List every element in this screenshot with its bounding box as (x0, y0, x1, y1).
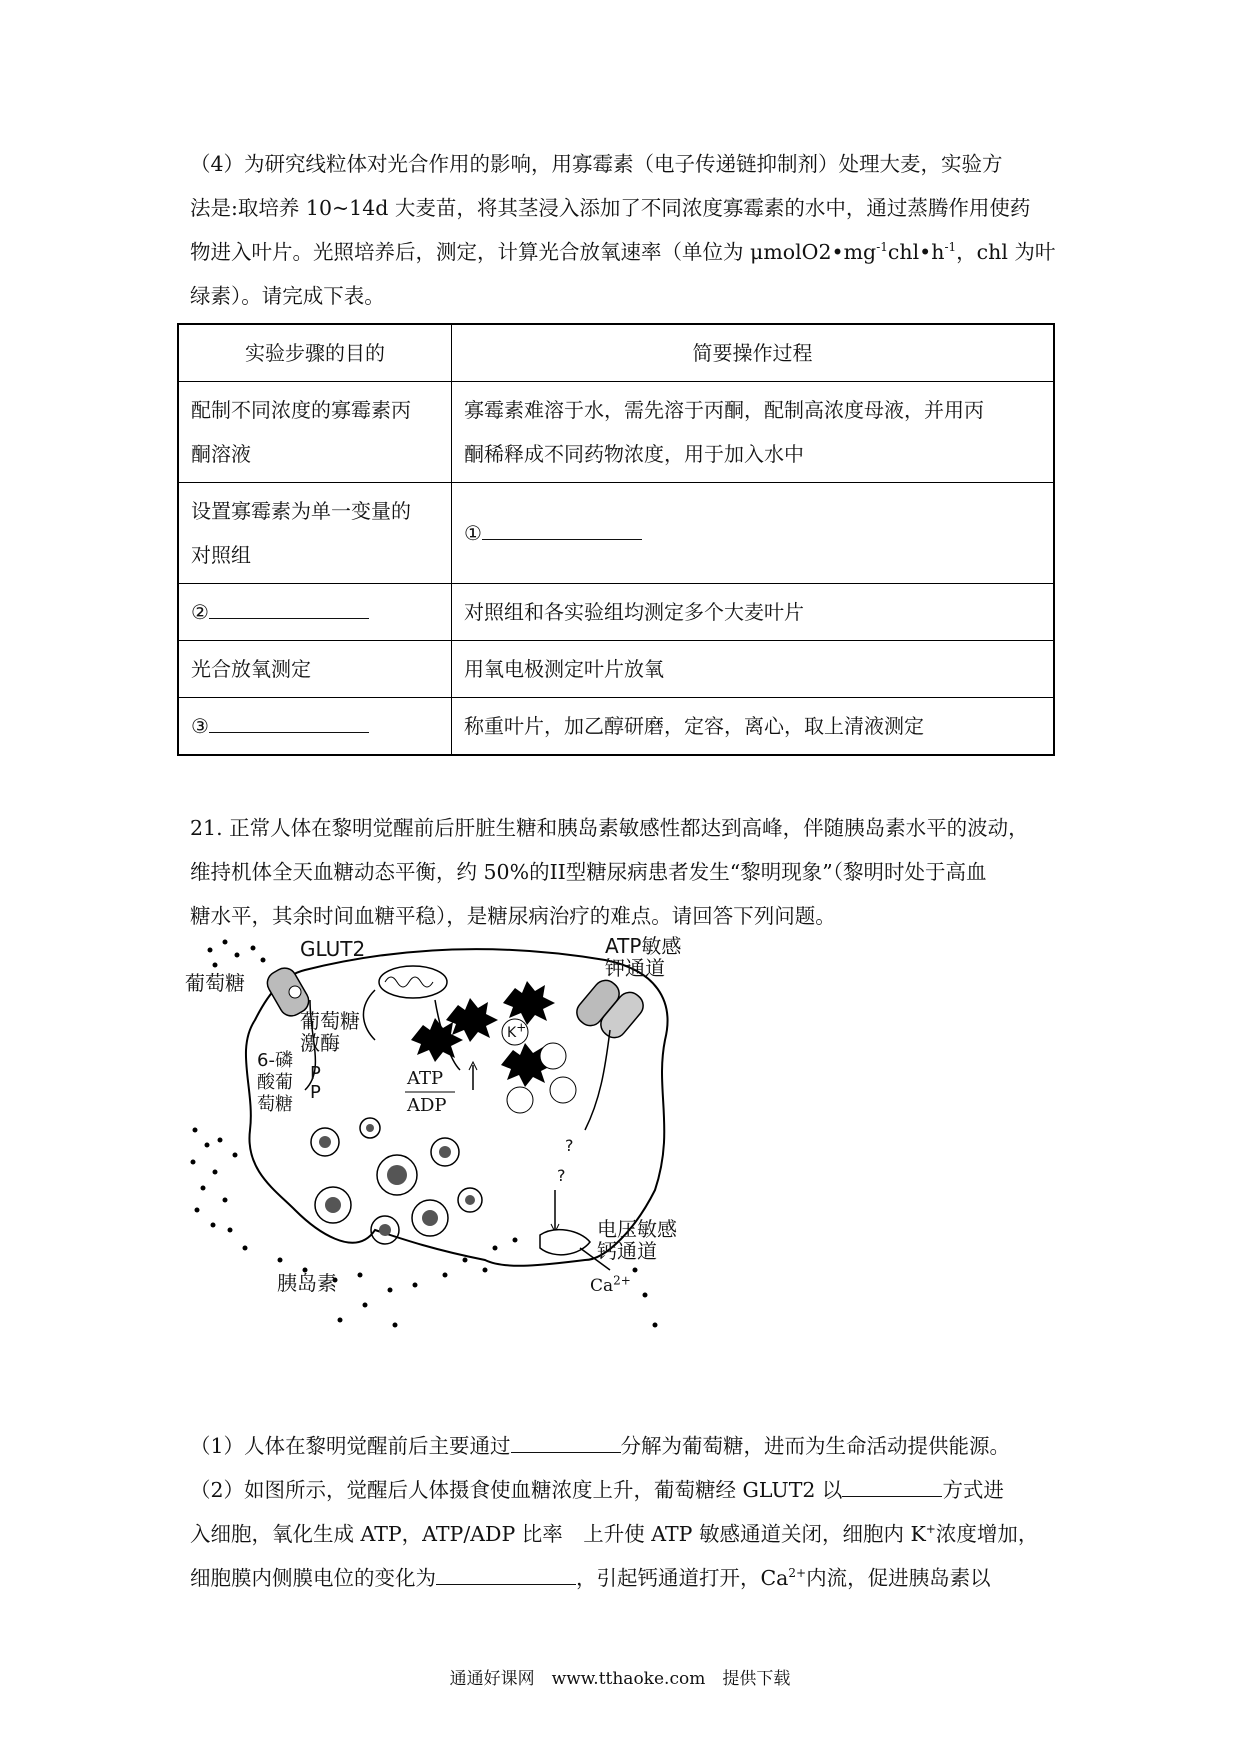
part4-line-4: 绿素）。请完成下表。 (190, 284, 385, 308)
purpose-cell-blank-3[interactable]: ③ (178, 698, 452, 756)
q21-line-3: 糖水平，其余时间血糖平稳），是糖尿病治疗的难点。请回答下列问题。 (190, 904, 836, 928)
answer-blank-1[interactable] (482, 513, 642, 540)
purpose-cell-blank-2[interactable]: ② (178, 584, 452, 641)
label-question-1: ? (565, 1136, 574, 1155)
answer-blank-q2a[interactable] (842, 1470, 942, 1497)
table-row (178, 698, 1054, 756)
q21-line-1: 21. 正常人体在黎明觉醒前后肝脏生糖和胰岛素敏感性都达到高峰，伴随胰岛素水平的波动， (190, 816, 1029, 840)
table-row (178, 641, 1054, 698)
label-insulin: 胰岛素 (277, 1271, 337, 1295)
part4-paragraph (190, 142, 1070, 318)
answer-blank-3[interactable] (209, 706, 369, 733)
table-row (178, 483, 1054, 584)
label-glucose: 葡萄糖 (185, 971, 245, 995)
table-row (178, 382, 1054, 483)
procedure-cell: 对照组和各实验组均测定多个大麦叶片 (452, 584, 1055, 641)
table-row (178, 584, 1054, 641)
answer-blank-q1[interactable] (511, 1426, 621, 1453)
label-k-ion: K+ (507, 1020, 527, 1041)
atp-burst (503, 981, 555, 1025)
purpose-cell: 设置寡霉素为单一变量的 对照组 (178, 483, 452, 584)
label-adp: ADP (407, 1095, 447, 1116)
k-ion (507, 1087, 533, 1113)
sub-questions (190, 1424, 1070, 1600)
q2-line-3: 细胞膜内侧膜电位的变化为 ，引起钙通道打开，$Ca^{2+}$内流，促进胰岛素以 (190, 1556, 1070, 1600)
procedure-cell: 寡霉素难溶于水，需先溶于丙酮，配制高浓度母液，并用丙 酮稀释成不同药物浓度，用于加入水中 (452, 382, 1055, 483)
table-header-row (178, 324, 1054, 382)
k-ion (550, 1077, 576, 1103)
label-atp: ATP (407, 1068, 444, 1089)
label-calcium-channel: 电压敏感 钙通道 (597, 1217, 677, 1263)
beta-cell-figure (185, 930, 805, 1410)
label-g6p: 6-磷 酸葡 萄糖 (257, 1050, 293, 1115)
purpose-cell: 配制不同浓度的寡霉素丙 酮溶液 (178, 382, 452, 483)
procedure-cell: 称重叶片，加乙醇研磨，定容，离心，取上清液测定 (452, 698, 1055, 756)
procedure-cell: 用氧电极测定叶片放氧 (452, 641, 1055, 698)
purpose-cell: 光合放氧测定 (178, 641, 452, 698)
q21-stem (190, 806, 1070, 938)
atp-burst (411, 1018, 463, 1062)
label-p2: P (310, 1082, 321, 1103)
procedure-cell-blank-1[interactable]: ① (452, 483, 1055, 584)
label-glut2: GLUT2 (300, 937, 366, 961)
label-p1: P (310, 1063, 321, 1084)
part4-line-2: 法是:取培养 10~14d 大麦苗，将其茎浸入添加了不同浓度寡霉素的水中，通过蒸腾作用使药 (190, 196, 1031, 220)
answer-blank-q2b[interactable] (436, 1558, 576, 1585)
label-question-2: ? (557, 1166, 566, 1185)
part4-line-3: 物进入叶片。光照培养后，测定，计算光合放氧速率（单位为 $\mu molO2•mg^{-1}chl•h^{-1}$，chl 为叶 (190, 240, 1056, 264)
k-ion (540, 1043, 566, 1069)
experiment-table (177, 323, 1055, 756)
q1-line: （1）人体在黎明觉醒前后主要通过 分解为葡萄糖，进而为生命活动提供能源。 (190, 1424, 1070, 1468)
label-ca: $Ca^{2+}$ (590, 1273, 631, 1296)
calcium-channel (540, 1230, 590, 1255)
header-procedure: 简要操作过程 (452, 324, 1055, 382)
answer-blank-2[interactable] (209, 592, 369, 619)
header-purpose: 实验步骤的目的 (178, 324, 452, 382)
q2-line-1: （2）如图所示，觉醒后人体摄食使血糖浓度上升，葡萄糖经 GLUT2 以 方式进 (190, 1468, 1070, 1512)
q21-line-2: 维持机体全天血糖动态平衡，约 50%的II型糖尿病患者发生“黎明现象”（黎明时处于高血 (190, 860, 987, 884)
label-atp-k-channel: ATP敏感 钾通道 (605, 934, 682, 980)
mitochondrion (379, 966, 447, 998)
q2-line-2: 入细胞，氧化生成 ATP，ATP/ADP 比率 上升使 ATP 敏感通道关闭，细胞内 K+浓度增加， (190, 1522, 1039, 1546)
beta-cell-diagram (185, 930, 805, 1410)
part4-line-1: （4）为研究线粒体对光合作用的影响，用寡霉素（电子传递链抑制剂）处理大麦，实验方 (190, 152, 1003, 176)
page-footer: 通通好课网 www.tthaoke.com 提供下载 (449, 1669, 791, 1689)
label-glucokinase: 葡萄糖 激酶 (300, 1009, 360, 1055)
